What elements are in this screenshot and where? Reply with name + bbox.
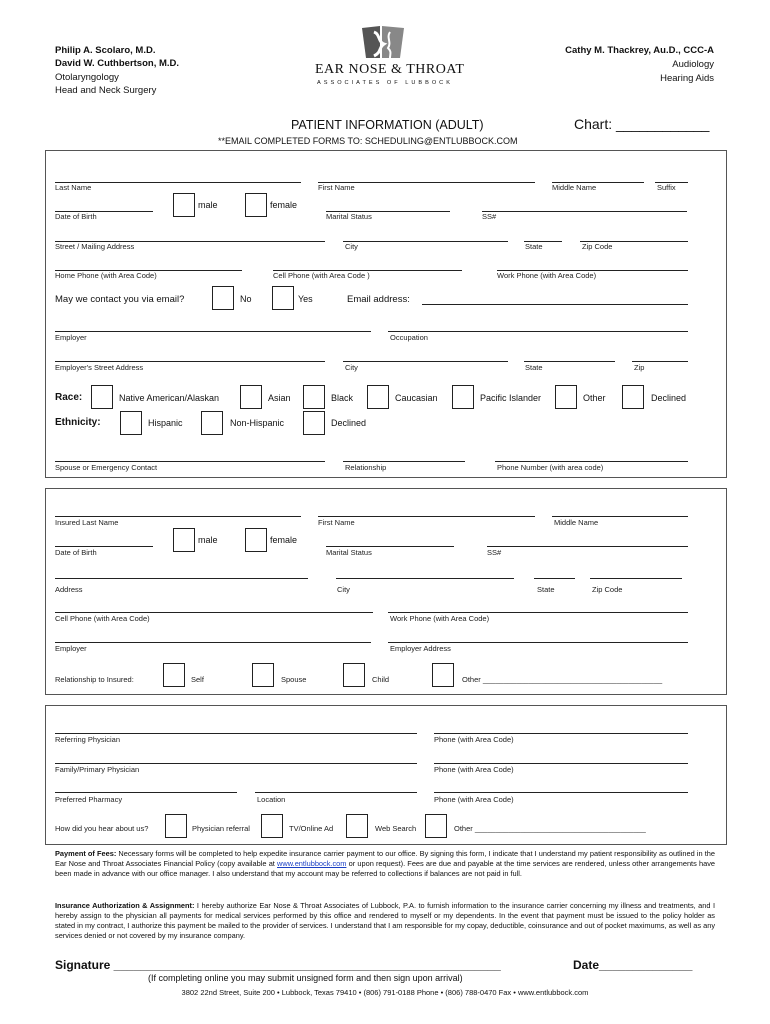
logo-title: EAR NOSE & THROAT: [315, 62, 465, 77]
dob-label: Date of Birth: [55, 212, 97, 221]
female-label: female: [270, 200, 298, 210]
referring-line[interactable]: [55, 733, 417, 734]
ins-cell-line[interactable]: [55, 612, 373, 613]
eth-hispanic-checkbox[interactable]: [120, 411, 142, 435]
emp-street-label: Employer's Street Address: [55, 363, 144, 372]
hearing-aids: Hearing Aids: [660, 73, 714, 84]
race-black-checkbox[interactable]: [303, 385, 325, 409]
street-label: Street / Mailing Address: [55, 242, 135, 251]
ins-employer-line[interactable]: [55, 642, 371, 643]
female-checkbox[interactable]: [245, 193, 267, 217]
hear-other-checkbox[interactable]: [425, 814, 447, 838]
auth-text: I hereby authorize Ear Nose & Throat Associates of Lubbock, P.A. to furnish information to the insurance carrier concerning my illness and treatments, and I hereby assign to the physician all payments for medical services performed by this office and rendered to myself or my dependents. In the event that payment must be issued to the policy holder as stated in my contract, I authorize this payment be mailed to the provider of services. I understand that I am responsible for my copay, deductible, coinsurance and out of pocket maximums, as well as any services denied or not covered by my insurance company.: [55, 901, 716, 940]
email-no-checkbox[interactable]: [212, 286, 234, 310]
ins-first-name-line[interactable]: [318, 516, 535, 517]
auth-title: Insurance Authorization & Assignment:: [55, 901, 195, 910]
hear-other-label: Other _________________________________________: [454, 824, 646, 833]
ins-female-label: female: [270, 535, 298, 545]
family-phone-line[interactable]: [434, 763, 688, 764]
rel-spouse-checkbox[interactable]: [252, 663, 274, 687]
hear-about-label: How did you hear about us?: [55, 824, 149, 833]
ins-address-label: Address: [55, 585, 83, 594]
email-question: May we contact you via email?: [55, 294, 185, 305]
email-yes-label: Yes: [298, 294, 313, 304]
website-link[interactable]: www.entlubbock.com: [277, 859, 347, 868]
race-pacific-checkbox[interactable]: [452, 385, 474, 409]
ins-dob-label: Date of Birth: [55, 548, 97, 557]
ins-dob-line[interactable]: [55, 546, 153, 547]
fees-title: Payment of Fees:: [55, 849, 117, 858]
hear-tv-checkbox[interactable]: [261, 814, 283, 838]
employer-line[interactable]: [55, 331, 371, 332]
spouse-label: Spouse or Emergency Contact: [55, 463, 158, 472]
emp-state-line[interactable]: [524, 361, 615, 362]
occupation-label: Occupation: [390, 333, 428, 342]
date-field[interactable]: Date______________: [573, 958, 693, 972]
ins-marital-line[interactable]: [326, 546, 454, 547]
rel-child-label: Child: [372, 675, 390, 684]
ins-cell-label: Cell Phone (with Area Code): [55, 614, 150, 623]
state-label: State: [525, 242, 543, 251]
last-name-label: Last Name: [55, 183, 92, 192]
middle-name-label: Middle Name: [552, 183, 597, 192]
eth-nonhispanic-checkbox[interactable]: [201, 411, 223, 435]
ins-emp-address-line[interactable]: [388, 642, 688, 643]
relationship-insured-label: Relationship to Insured:: [55, 675, 134, 684]
race-asian-checkbox[interactable]: [240, 385, 262, 409]
ssn-line[interactable]: [482, 211, 687, 212]
ins-work-line[interactable]: [388, 612, 688, 613]
male-label: male: [198, 200, 218, 210]
race-native-label: Native American/Alaskan: [119, 393, 220, 403]
ins-zip-line[interactable]: [590, 578, 682, 579]
hear-physician-label: Physician referral: [192, 824, 250, 833]
ins-last-name-label: Insured Last Name: [55, 518, 119, 527]
spouse-line[interactable]: [55, 461, 325, 462]
emergency-phone-label: Phone Number (with area code): [497, 463, 604, 472]
eth-nonhispanic-label: Non-Hispanic: [230, 418, 285, 428]
rel-other-checkbox[interactable]: [432, 663, 454, 687]
patient-section: [45, 150, 727, 478]
email-no-label: No: [240, 294, 252, 304]
emergency-phone-line[interactable]: [495, 461, 688, 462]
race-caucasian-label: Caucasian: [395, 393, 438, 403]
specialty-2: Head and Neck Surgery: [55, 85, 157, 96]
ins-male-checkbox[interactable]: [173, 528, 195, 552]
ins-middle-name-line[interactable]: [552, 516, 688, 517]
doctor-1: Philip A. Scolaro, M.D.: [55, 45, 156, 56]
relationship-label: Relationship: [345, 463, 387, 472]
fees-text-a: Necessary forms will be completed to help expedite insurance carrier payment to our office. By signing this form, I indicate that I understand my patient responsibility as outlined in the Ear Nose and Throat Associates Financial Policy (copy available at: [55, 849, 716, 868]
doctor-2: David W. Cuthbertson, M.D.: [55, 58, 180, 69]
referring-phone-line[interactable]: [434, 733, 688, 734]
race-caucasian-checkbox[interactable]: [367, 385, 389, 409]
ins-zip-label: Zip Code: [592, 585, 623, 594]
fees-text-b: or upon request). Fees are due and payable at the time services are rendered, unless other arrangements have been made in advance with our office manager. I also understand that my account may be referred to collections if balances are not paid in full.: [55, 859, 715, 878]
ethnicity-label: Ethnicity:: [55, 417, 101, 428]
rel-spouse-label: Spouse: [281, 675, 307, 684]
race-other-label: Other: [583, 393, 606, 403]
signature-field[interactable]: Signature __________________________________________________________: [55, 958, 501, 972]
city-line[interactable]: [343, 241, 508, 242]
race-label: Race:: [55, 392, 83, 403]
family-label: Family/Primary Physician: [55, 765, 140, 774]
audiology: Audiology: [672, 59, 714, 70]
logo-icon: [360, 24, 406, 60]
ins-address-line[interactable]: [55, 578, 308, 579]
ins-state-line[interactable]: [534, 578, 575, 579]
first-name-label: First Name: [318, 183, 355, 192]
occupation-line[interactable]: [388, 331, 688, 332]
email-address-label: Email address:: [347, 294, 410, 305]
employer-label: Employer: [55, 333, 87, 342]
race-declined-label: Declined: [651, 393, 687, 403]
pharmacy-phone-line[interactable]: [434, 792, 688, 793]
hear-tv-label: TV/Online Ad: [289, 824, 334, 833]
ins-first-name-label: First Name: [318, 518, 355, 527]
race-pacific-label: Pacific Islander: [480, 393, 542, 403]
location-line[interactable]: [255, 792, 417, 793]
referring-phone-label: Phone (with Area Code): [434, 735, 514, 744]
race-other-checkbox[interactable]: [555, 385, 577, 409]
ins-marital-label: Marital Status: [326, 548, 372, 557]
ins-ssn-line[interactable]: [487, 546, 688, 547]
marital-label: Marital Status: [326, 212, 372, 221]
logo-subtitle: ASSOCIATES OF LUBBOCK: [317, 80, 453, 86]
pharmacy-line[interactable]: [55, 792, 237, 793]
last-name-line[interactable]: [55, 182, 301, 183]
rel-other-label: Other ___________________________________________: [462, 675, 663, 684]
city-label: City: [345, 242, 358, 251]
ins-city-label: City: [337, 585, 350, 594]
relationship-line[interactable]: [343, 461, 465, 462]
ins-male-label: male: [198, 535, 218, 545]
emp-city-label: City: [345, 363, 358, 372]
cell-phone-label: Cell Phone (with Area Code ): [273, 271, 370, 280]
race-black-label: Black: [331, 393, 354, 403]
zip-label: Zip Code: [582, 242, 613, 251]
insured-section: [45, 488, 727, 695]
form-title: PATIENT INFORMATION (ADULT): [291, 118, 484, 132]
email-instruction: **EMAIL COMPLETED FORMS TO: SCHEDULING@ENTLUBBOCK.COM: [218, 136, 518, 146]
suffix-label: Suffix: [657, 183, 676, 192]
office-address: 3802 22nd Street, Suite 200 • Lubbock, Texas 79410 • (806) 791-0188 Phone • (806) 788-0470 Fax • www.entlubbock.com: [181, 988, 589, 997]
race-asian-label: Asian: [268, 393, 291, 403]
email-address-line[interactable]: [422, 304, 688, 305]
specialty-1: Otolaryngology: [55, 72, 119, 83]
pharmacy-label: Preferred Pharmacy: [55, 795, 123, 804]
chart-field[interactable]: Chart: ____________: [574, 116, 710, 132]
emp-zip-label: Zip: [634, 363, 645, 372]
insurance-authorization: [55, 901, 715, 941]
rel-self-checkbox[interactable]: [163, 663, 185, 687]
work-phone-label: Work Phone (with Area Code): [497, 271, 597, 280]
family-line[interactable]: [55, 763, 417, 764]
ins-female-checkbox[interactable]: [245, 528, 267, 552]
family-phone-label: Phone (with Area Code): [434, 765, 514, 774]
home-phone-label: Home Phone (with Area Code): [55, 271, 157, 280]
eth-hispanic-label: Hispanic: [148, 418, 183, 428]
email-yes-checkbox[interactable]: [272, 286, 294, 310]
hear-web-label: Web Search: [375, 824, 417, 833]
referring-label: Referring Physician: [55, 735, 121, 744]
emp-city-line[interactable]: [343, 361, 508, 362]
eth-declined-checkbox[interactable]: [303, 411, 325, 435]
ins-emp-address-label: Employer Address: [390, 644, 451, 653]
ins-last-name-line[interactable]: [55, 516, 301, 517]
payment-of-fees: [55, 849, 715, 879]
ins-work-label: Work Phone (with Area Code): [390, 614, 490, 623]
location-label: Location: [257, 795, 286, 804]
rel-self-label: Self: [191, 675, 204, 684]
emp-zip-line[interactable]: [632, 361, 688, 362]
ins-ssn-label: SS#: [487, 548, 502, 557]
eth-declined-label: Declined: [331, 418, 367, 428]
emp-state-label: State: [525, 363, 543, 372]
ins-city-line[interactable]: [336, 578, 514, 579]
ins-state-label: State: [537, 585, 555, 594]
race-declined-checkbox[interactable]: [622, 385, 644, 409]
ssn-label: SS#: [482, 212, 497, 221]
rel-child-checkbox[interactable]: [343, 663, 365, 687]
hear-web-checkbox[interactable]: [346, 814, 368, 838]
race-native-checkbox[interactable]: [91, 385, 113, 409]
hear-physician-checkbox[interactable]: [165, 814, 187, 838]
pharmacy-phone-label: Phone (with Area Code): [434, 795, 514, 804]
emp-street-line[interactable]: [55, 361, 325, 362]
ins-employer-label: Employer: [55, 644, 87, 653]
audiologist: Cathy M. Thackrey, Au.D., CCC-A: [565, 45, 714, 56]
online-note: (If completing online you may submit unsigned form and then sign upon arrival): [148, 973, 463, 983]
ins-middle-name-label: Middle Name: [554, 518, 599, 527]
male-checkbox[interactable]: [173, 193, 195, 217]
